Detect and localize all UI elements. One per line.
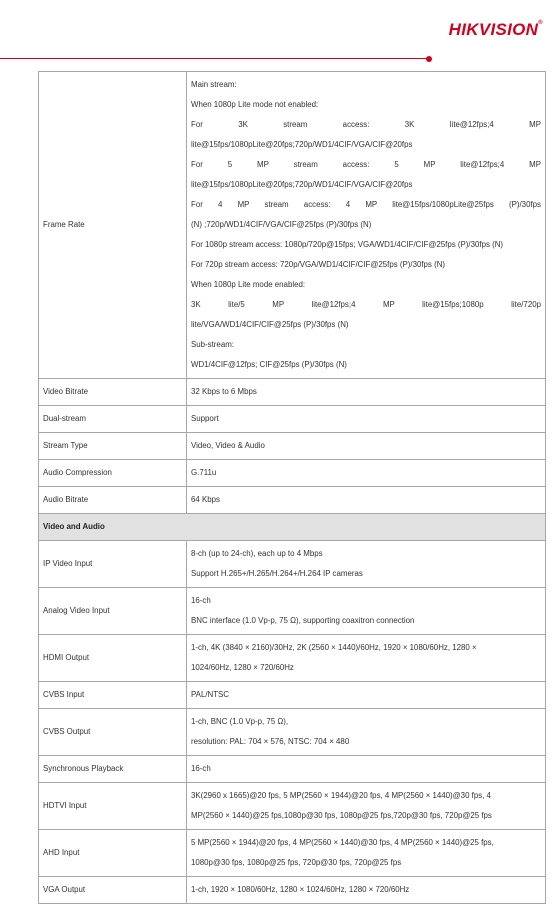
spec-label: IP Video Input [39, 541, 187, 588]
spec-value [187, 756, 546, 783]
spec-row [39, 72, 546, 379]
spec-value-line: 5 MP(2560 × 1944)@20 fps, 4 MP(2560 × 1440)@30 fps, 4 MP(2560 × 1440)@25 fps, [191, 838, 494, 847]
spec-value [187, 487, 546, 514]
spec-value-line: 64 Kbps [191, 495, 220, 504]
spec-value [187, 433, 546, 460]
spec-value-line: BNC interface (1.0 Vp-p, 75 Ω), supporting coaxitron connection [191, 616, 415, 625]
spec-value-line: For 4 MP stream access: 4 MP lite@15fps/1080pLite@25fps (P)/30fps [191, 200, 541, 209]
header-divider-line [0, 58, 427, 59]
spec-value-line: 1080p@30 fps, 1080p@25 fps, 720p@30 fps, 720p@25 fps [191, 858, 402, 867]
spec-value-line: lite/VGA/WD1/4CIF/CIF@25fps (P)/30fps (N) [191, 320, 349, 329]
spec-value-line: 3K(2960 x 1665)@20 fps, 5 MP(2560 × 1944)@20 fps, 4 MP(2560 × 1440)@30 fps, 4 [191, 791, 491, 800]
spec-label: Frame Rate [39, 72, 187, 379]
spec-value-line: 1024/60Hz, 1280 × 720/60Hz [191, 663, 294, 672]
spec-row [39, 756, 546, 783]
spec-label: CVBS Input [39, 682, 187, 709]
spec-value [187, 406, 546, 433]
spec-row [39, 830, 546, 877]
spec-value-line: When 1080p Lite mode not enabled: [191, 100, 319, 109]
spec-value-line: For 720p stream access: 720p/VGA/WD1/4CIF/CIF@25fps (P)/30fps (N) [191, 260, 446, 269]
spec-label: CVBS Output [39, 709, 187, 756]
header-divider-dot [426, 56, 432, 62]
spec-row [39, 379, 546, 406]
spec-row [39, 635, 546, 682]
spec-value-line: Sub-stream: [191, 340, 234, 349]
section-header-row [39, 514, 546, 541]
spec-row [39, 877, 546, 904]
spec-value [187, 682, 546, 709]
spec-row [39, 433, 546, 460]
spec-row [39, 541, 546, 588]
spec-value-line: 1-ch, 4K (3840 × 2160)/30Hz, 2K (2560 × 1440)/60Hz, 1920 × 1080/60Hz, 1280 × [191, 643, 477, 652]
spec-row [39, 487, 546, 514]
hikvision-logo: HIKVISION® [448, 20, 543, 39]
registered-mark: ® [538, 20, 543, 26]
spec-value [187, 379, 546, 406]
spec-label: HDTVI Input [39, 783, 187, 830]
spec-row [39, 682, 546, 709]
spec-label: Dual-stream [39, 406, 187, 433]
spec-label: HDMI Output [39, 635, 187, 682]
spec-row [39, 406, 546, 433]
spec-label: AHD Input [39, 830, 187, 877]
spec-row [39, 709, 546, 756]
spec-value-line: lite@15fps/1080pLite@20fps;720p/WD1/4CIF/VGA/CIF@20fps [191, 180, 413, 189]
spec-row [39, 783, 546, 830]
spec-value-line: For 5 MP stream access: 5 MP lite@12fps;4 MP [191, 160, 541, 169]
spec-value-line: 3K lite/5 MP lite@12fps;4 MP lite@15fps;1080p lite/720p [191, 300, 541, 309]
spec-value-line: PAL/NTSC [191, 690, 229, 699]
spec-value-line: Support [191, 414, 219, 423]
spec-value-line: For 3K stream access: 3K lite@12fps;4 MP [191, 120, 541, 129]
spec-value-line: 16-ch [191, 596, 211, 605]
spec-row [39, 588, 546, 635]
spec-label: Audio Compression [39, 460, 187, 487]
spec-value-line: 1-ch, 1920 × 1080/60Hz, 1280 × 1024/60Hz, 1280 × 720/60Hz [191, 885, 410, 894]
spec-value [187, 588, 546, 635]
spec-value-line: MP(2560 × 1440)@25 fps,1080p@30 fps, 1080p@25 fps,720p@30 fps, 720p@25 fps [191, 811, 492, 820]
spec-table-body [39, 72, 546, 904]
spec-label: Analog Video Input [39, 588, 187, 635]
spec-value-line: Video, Video & Audio [191, 441, 265, 450]
spec-value [187, 783, 546, 830]
spec-value-line: 1-ch, BNC (1.0 Vp-p, 75 Ω), [191, 717, 289, 726]
spec-label: Stream Type [39, 433, 187, 460]
spec-value-line: 8-ch (up to 24-ch), each up to 4 Mbps [191, 549, 323, 558]
spec-value [187, 72, 546, 379]
spec-value [187, 635, 546, 682]
spec-value-line: WD1/4CIF@12fps; CIF@25fps (P)/30fps (N) [191, 360, 347, 369]
spec-label: Synchronous Playback [39, 756, 187, 783]
spec-value-line: Support H.265+/H.265/H.264+/H.264 IP cameras [191, 569, 363, 578]
spec-table [38, 71, 546, 904]
spec-label: Video Bitrate [39, 379, 187, 406]
spec-label: VGA Output [39, 877, 187, 904]
spec-row [39, 460, 546, 487]
spec-value-line: 16-ch [191, 764, 211, 773]
spec-value-line: Main stream: [191, 80, 237, 89]
spec-value-line: lite@15fps/1080pLite@20fps;720p/WD1/4CIF/VGA/CIF@20fps [191, 140, 413, 149]
section-header: Video and Audio [39, 514, 546, 541]
spec-value-line: When 1080p Lite mode enabled: [191, 280, 306, 289]
spec-value [187, 830, 546, 877]
spec-value [187, 877, 546, 904]
spec-value [187, 460, 546, 487]
spec-value-line: G.711u [191, 468, 217, 477]
spec-value-line: For 1080p stream access: 1080p/720p@15fps; VGA/WD1/4CIF/CIF@25fps (P)/30fps (N) [191, 240, 504, 249]
spec-value-line: (N) ;720p/WD1/4CIF/VGA/CIF@25fps (P)/30fps (N) [191, 220, 372, 229]
spec-value-line: 32 Kbps to 6 Mbps [191, 387, 257, 396]
spec-label: Audio Bitrate [39, 487, 187, 514]
spec-value [187, 541, 546, 588]
spec-value-line: resolution: PAL: 704 × 576, NTSC: 704 × 480 [191, 737, 350, 746]
spec-value [187, 709, 546, 756]
